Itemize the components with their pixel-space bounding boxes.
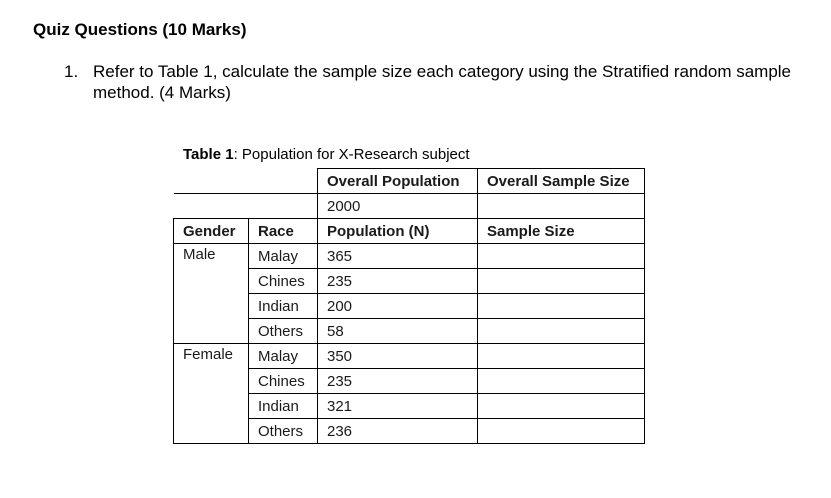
population-cell: 365	[318, 244, 478, 269]
gender-cell-female: Female	[174, 344, 249, 444]
race-cell: Chines	[249, 269, 318, 294]
sample-size-cell	[478, 269, 645, 294]
table-caption-text: : Population for X-Research subject	[233, 146, 470, 163]
question-text: Refer to Table 1, calculate the sample size each category using the Stratified random sample method. (4 Marks)	[93, 62, 792, 102]
overall-population-value: 2000	[318, 194, 478, 219]
sample-size-cell	[478, 319, 645, 344]
sample-size-cell	[478, 369, 645, 394]
sample-size-cell	[478, 294, 645, 319]
question-item	[64, 61, 804, 103]
race-cell: Others	[249, 419, 318, 444]
race-cell: Indian	[249, 294, 318, 319]
population-table	[173, 168, 645, 444]
table-row	[174, 244, 645, 269]
question-number: 1.	[64, 62, 79, 81]
table-row	[174, 344, 645, 369]
race-cell: Malay	[249, 244, 318, 269]
population-cell: 321	[318, 394, 478, 419]
population-cell: 200	[318, 294, 478, 319]
column-header-population: Population (N)	[318, 219, 478, 244]
empty-cell	[249, 194, 318, 219]
gender-cell-male: Male	[174, 244, 249, 344]
table-row	[174, 194, 645, 219]
race-cell: Malay	[249, 344, 318, 369]
column-header-gender: Gender	[174, 219, 249, 244]
table-header-row	[174, 219, 645, 244]
column-header-race: Race	[249, 219, 318, 244]
table-caption-label: Table 1	[183, 146, 234, 163]
race-cell: Others	[249, 319, 318, 344]
empty-cell	[174, 169, 249, 194]
overall-sample-size-value	[478, 194, 645, 219]
empty-cell	[174, 194, 249, 219]
sample-size-cell	[478, 244, 645, 269]
population-cell: 350	[318, 344, 478, 369]
population-cell: 235	[318, 269, 478, 294]
table-row	[174, 169, 645, 194]
population-cell: 236	[318, 419, 478, 444]
sample-size-cell	[478, 344, 645, 369]
overall-population-header: Overall Population	[318, 169, 478, 194]
sample-size-cell	[478, 394, 645, 419]
population-cell: 235	[318, 369, 478, 394]
race-cell: Indian	[249, 394, 318, 419]
race-cell: Chines	[249, 369, 318, 394]
empty-cell	[249, 169, 318, 194]
column-header-sample-size: Sample Size	[478, 219, 645, 244]
population-cell: 58	[318, 319, 478, 344]
sample-size-cell	[478, 419, 645, 444]
overall-sample-size-header: Overall Sample Size	[478, 169, 645, 194]
page-title: Quiz Questions (10 Marks)	[33, 20, 247, 39]
table-caption	[183, 145, 470, 165]
